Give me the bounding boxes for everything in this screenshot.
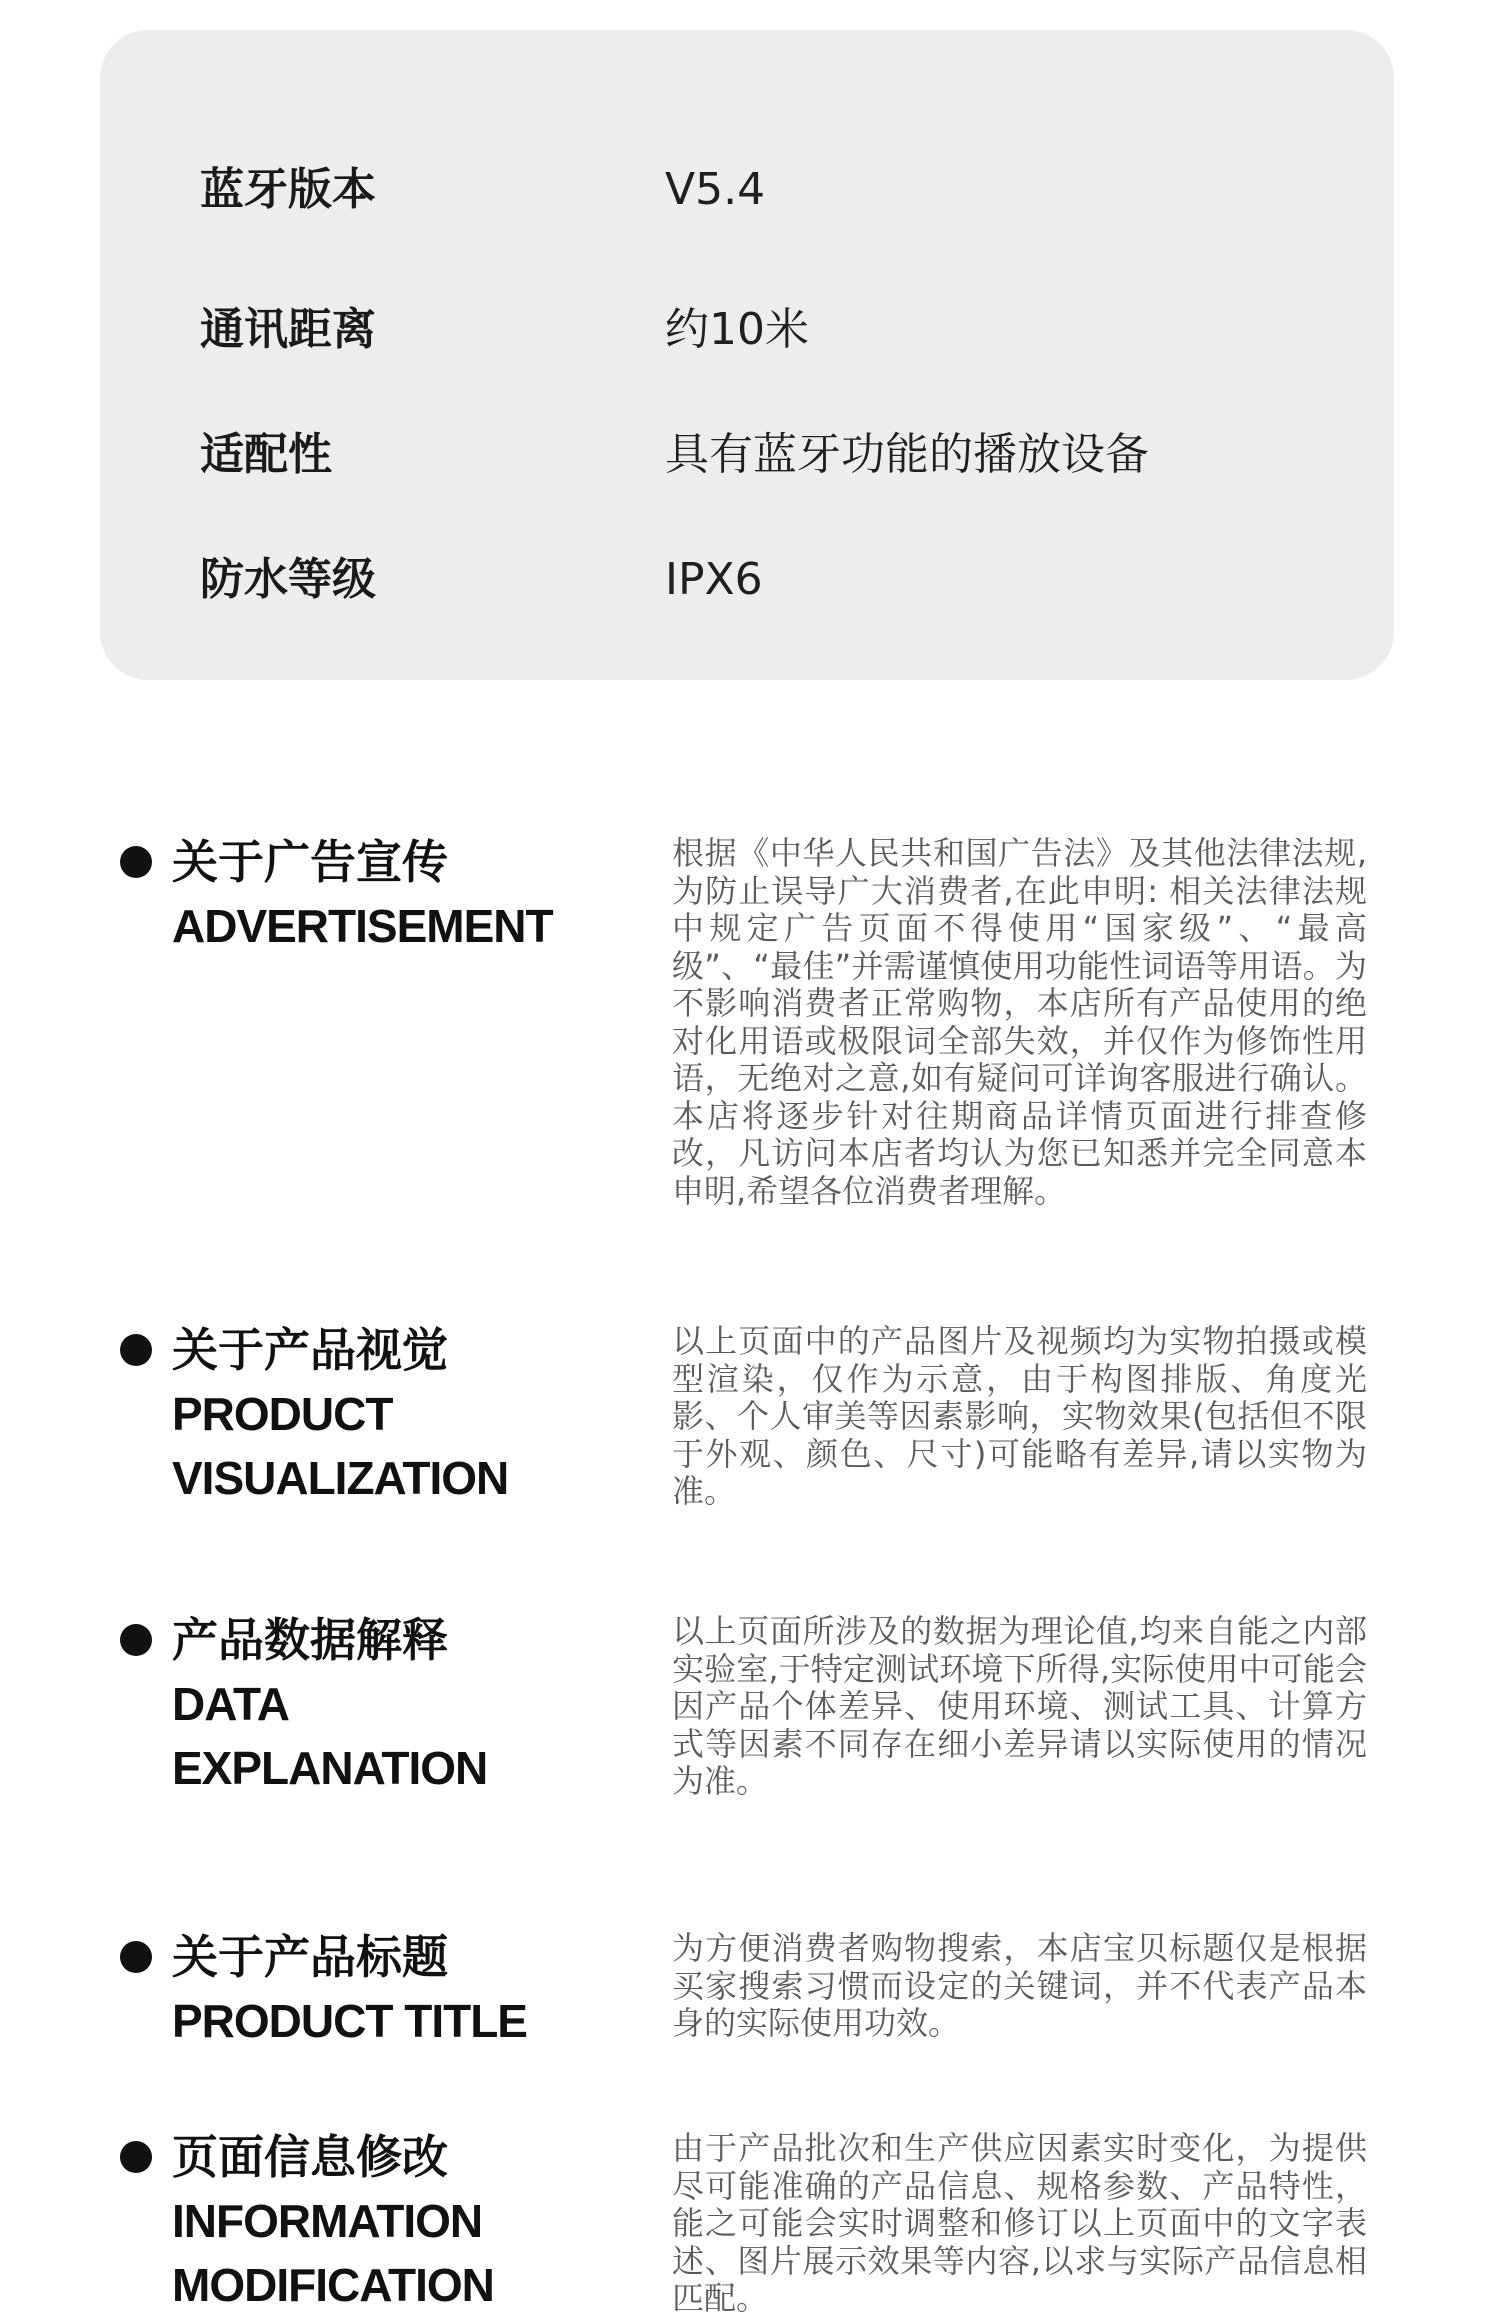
spec-label: 适配性 bbox=[200, 429, 332, 480]
spec-row-range bbox=[100, 300, 1394, 360]
spec-value: IPX6 bbox=[665, 554, 763, 605]
notice-title-en: PRODUCT TITLE bbox=[172, 1995, 527, 2047]
notice-title-cn: 产品数据解释 bbox=[172, 1613, 448, 1667]
spec-label: 蓝牙版本 bbox=[200, 164, 376, 215]
spec-label: 防水等级 bbox=[200, 554, 376, 605]
spec-value: V5.4 bbox=[665, 164, 766, 215]
spec-value: 约10米 bbox=[665, 304, 809, 355]
bullet-dot bbox=[120, 1334, 152, 1366]
notice-body: 由于产品批次和生产供应因素实时变化，为提供尽可能准确的产品信息、规格参数、产品特性，能之可能会实时调整和修订以上页面中的文字表述、图片展示效果等内容,以求与实际产品信息相匹配。 bbox=[672, 2129, 1367, 2317]
notice-title-cn: 关于广告宣传 bbox=[172, 835, 448, 889]
notice-title-cn: 关于产品视觉 bbox=[172, 1323, 448, 1377]
notice-title-en: PRODUCT VISUALIZATION bbox=[172, 1388, 509, 1504]
notice-body: 根据《中华人民共和国广告法》及其他法律法规,为防止误导广大消费者,在此申明: 相关法律法规中规定广告页面不得使用“国家级”、“最高级”、“最佳”并需谨慎使用功能性词语等用语。为不影响消费者正常购物，本店所有产品使用的绝对化用语或极限词全部失效，并仅作为修饰性用语，无绝对之意,如有疑问可详询客服进行确认。本店将逐步针对往期商品详情页面进行排查修改，凡访问本店者均认为您已知悉并完全同意本申明,希望各位消费者理解。 bbox=[672, 834, 1367, 1210]
notice-title-cn: 页面信息修改 bbox=[172, 2130, 448, 2184]
notice-title-en: ADVERTISEMENT bbox=[172, 900, 553, 952]
spec-label: 通讯距离 bbox=[200, 304, 376, 355]
spec-row-compatibility bbox=[100, 425, 1394, 485]
bullet-dot bbox=[120, 2141, 152, 2173]
spec-row-waterproof bbox=[100, 550, 1394, 610]
spec-value: 具有蓝牙功能的播放设备 bbox=[665, 429, 1149, 480]
spec-table-card bbox=[100, 30, 1394, 680]
notice-body: 以上页面所涉及的数据为理论值,均来自能之内部实验室,于特定测试环境下所得,实际使用中可能会因产品个体差异、使用环境、测试工具、计算方式等因素不同存在细小差异请以实际使用的情况为准。 bbox=[672, 1612, 1367, 1800]
bullet-dot bbox=[120, 1941, 152, 1973]
bullet-dot bbox=[120, 846, 152, 878]
notice-body: 以上页面中的产品图片及视频均为实物拍摄或模型渲染，仅作为示意，由于构图排版、角度光影、个人审美等因素影响，实物效果(包括但不限于外观、颜色、尺寸)可能略有差异,请以实物为准。 bbox=[672, 1322, 1367, 1510]
notice-title-en: INFORMATION MODIFICATION bbox=[172, 2195, 494, 2311]
spec-row-bluetooth-version bbox=[100, 160, 1394, 220]
bullet-dot bbox=[120, 1624, 152, 1656]
notice-body: 为方便消费者购物搜索，本店宝贝标题仅是根据买家搜索习惯而设定的关键词，并不代表产品本身的实际使用功效。 bbox=[672, 1929, 1367, 2042]
notice-title-cn: 关于产品标题 bbox=[172, 1930, 448, 1984]
notice-title-en: DATA EXPLANATION bbox=[172, 1678, 488, 1794]
